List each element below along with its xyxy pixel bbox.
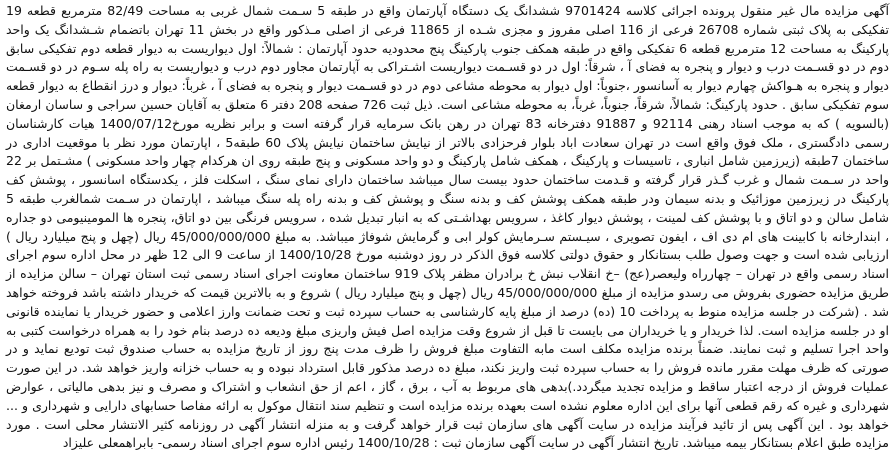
auction-notice-body: آگهی مزایده مال غیر منقول پرونده اجرائی کلاسه 9701424 ششدانگ یک دستگاه آپارتمان واقع در طبقه 5 سـمت شمال غربی به مساحت 82/49 مترمربع قطعه 19 تفکیکی به پلاک ثبتی شماره 26708 فرعی از 116 اصلی مفروز و مجزی شـده از 11865 فرعی از اصلی مـذکور واقع در بخش 11 تهران باتضمام شـشدانگ یک واحد پارکینگ به مساحت 12 مترمربع قطعه 6 تفکیکی واقع در طبقه همکف جنوب پارکینگ پنج محدودیه حدود آپارتمان : شمالاً: اول دیواریست به دیوار قطعه دوم تفکیکی سابق دوم در دو قسـمت درب و دیوار و پنجره به فضای آ ، شرقاً: اول در دو قسـمت دیواریست اشـتراکی به آپارتمان مجاور دوم درب و دیواریست به راه پله سـوم در دو قسـمت دیوار و پنجره به هـواکش چهارم دیوار به آسانسور ،جنوباً: اول دیوار به محوطه مشاعی دوم در دو قسـمت دیوار و پنجره به فضای آ ، غرباً: دیوار و درز انقطاع به دیوار قطعه سوم تفکیکی سابق . حدود پارکینگ: شمالاً، شرقاً، جنوباً، غرباً، به محوطه مشاعی است. ذیل ثبت 726 صفحه 208 دفتر 6 متعلق به آقایان حسین سراجی و ساسان ارمغان (بالسویه ) که به موجب اسناد رهنی 92114 و 91887 دفترخانه 83 تهران در رهن بانک سرمایه قرار گرفته است و برابر نظریه مورخ1400/07/12 هیات کارشناسان رسمی دادگستری ، ملک فوق واقع است در تهران سعادت اباد بلوار فرحزادی بالاتر از نیایش ساختمان نیایش پلاک 60 طبقه5 ، اپارتمان مورد نظر با موقعیت اداری در ساختمان 7طبقه (زیرزمین شامل انباری ، تاسیسات و پارکینگ ، همکف شامل پارکینگ و دو واحد مسکونی و پنج طبقه روی ان هرکدام چهار واحد مسکونی ) مشـتمل بر 22 واحد در سـمت شمال و غرب گـذر قرار گرفته و قـدمت ساختمان حدود بیست سال میباشد ساختمان دارای نمای سنگ ، اسکلت فلز ، یکدستگاه اسانسور ، پوشش کف پارکینگ در زیرزمین موزائیک و بدنه سیمان ودر طبقه همکف پوشش کف و بدنه سنگ و پوشش کف و بدنه راه پله سنگ میباشد ، اپارتمان در سـمت شمالغرب طبقه 5 شامل سالن و دو اتاق و با پوشش کف لمینت ، پوشش دیوار کاغذ ، سرویس بهداشـتی که به انبار تبدیل شده ، سرویس فرنگی بین دو اتاق، پنجره ها المومینیومی دو جداره ، ابندارخانه با کابینت های ام دی اف ، ایفون تصویری ، سیـستم سـرمایش کولر ابی و گرمایش شوفاژ میباشد. به مبلغ 45/000/000/000 ریال (چهل و پنج میلیارد ریال ) ارزیابی شده است و جهت وصول طلب بستانکار و حقوق دولتی کلاسه فوق الذکر در روز دوشنبه مورخ 1400/10/28 از ساعت 9 الی 12 ظهر در محل اداره سوم اجرای اسناد رسمی واقع در تهران – چهارراه ولیعصر(عج) –خ انقلاب نبش خ برادران مظفر پلاک 919 ساختمان معاونت اجرای اسناد رسمی ثبت استان تهران – سالن مزایده از طریق مزایده حضوری بفروش می رسدو مزایده از مبلغ 45/000/000/000 ریال (چهل و پنج میلیارد ریال ) شروع و به بالاترین قیمت که خریدار داشته باشد فروخته خواهد شد . (شرکت در جلسه مزایده منوط به پرداخت 10 (ده) درصد از مبلغ پایه کارشناسی به حساب سپرده ثبت و تحت ضمانت وارز اعلامی و حضور خریدار یا نماینده قانونی او در جلسه مزایده است. لذا خریدار و یا خریداران می بایست تا قبل از شروع وقت مزایده اصل فیش واریزی مبلغ ودیعه ده درصد بنام خود را به همراه درخواست کتبی به واحد اجرا تسلیم و ثبت نمایند. ضمناً برنده مزایده مکلف است مابه التفاوت مبلغ فروش را ظرف مدت پنج روز از تاریخ مزایده به حساب صندوق ثبت تودیع نماید و در صورتی که ظرف مهلت مقرر مانده فروش را به حساب سپرده ثبت واریز نکند، مبلغ ده درصد مذکور قابل استرداد نبوده و به حساب خزانه واریز خواهد شد. در این صورت عملیات فروش از درجه اعتبار ساقط و مزایده تجدید میگردد.)بدهی های مربوط به آب ، برق ، گاز ، اعم از حق انشعاب و اشتراک و مصرف و نیز بدهی مالیاتی ، عوارض شهرداری و غیره که رقم قطعی آنها برای این اداره معلوم نشده است بعهده برنده مزایده است و تنظیم سند انتقال موکول به ارائه مفاصا حسابهای دارایی و شهرداری و ... خواهد بود . این آگهی پس از تائید فرآیند مزایده در سایت آگهی های سازمان ثبت قرار خواهد گرفت و به منزله انتشار آگهی در روزنامه کثیر الانتشار محلی است . مورد مزایده طبق اعلام بستانکار بیمه میباشد. تاریخ انتشار آگهی در سایت آگهی سازمان ثبت : 1400/10/28 رئیس اداره سوم اجرای اسناد رسمی- بابراهمعلی علیزاد: [6, 3, 890, 451]
